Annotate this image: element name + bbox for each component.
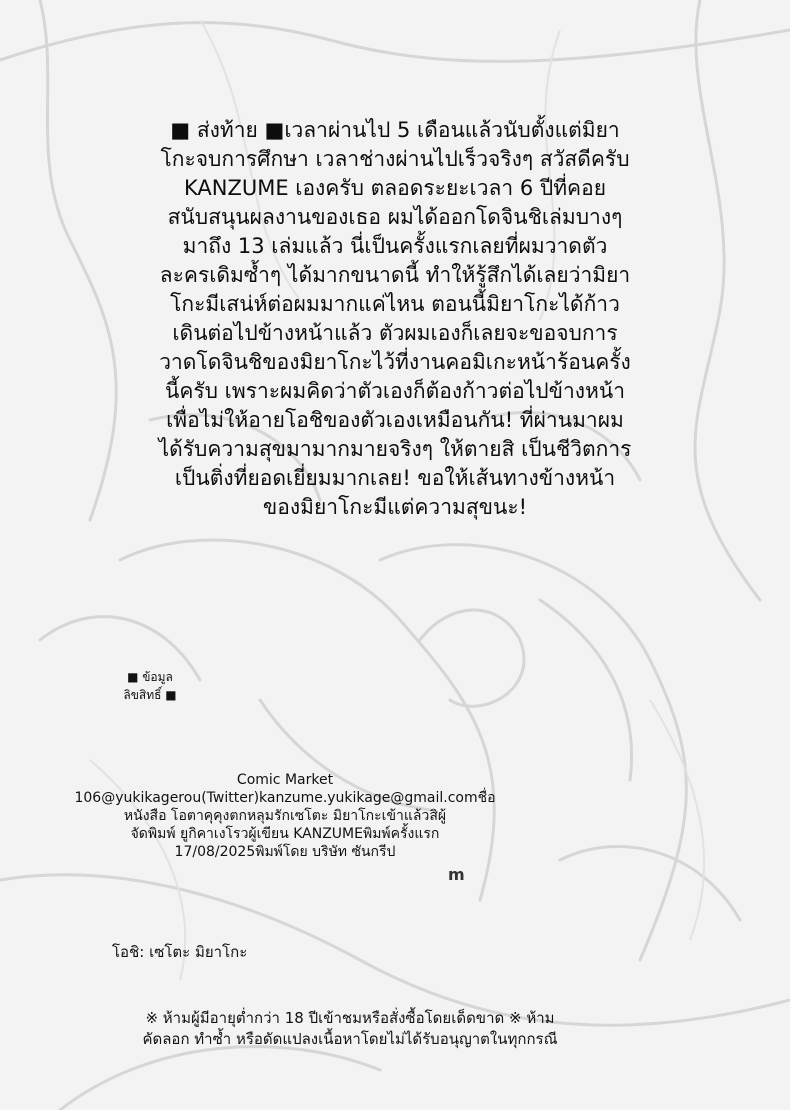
- credits-heading-line: ลิขสิทธิ์ ■: [123, 688, 177, 702]
- afterword-line: เดินต่อไปข้างหน้าแล้ว ตัวผมเองก็เลยจะขอจบการ: [172, 321, 618, 345]
- afterword-line: วาดโดจินชิของมิยาโกะไว้ที่งานคอมิเกะหน้าร้อนครั้ง: [159, 350, 631, 374]
- warning-line: คัดลอก ทำซ้ำ หรือดัดแปลงเนื้อหาโดยไม่ได้รับอนุญาตในทุกกรณี: [142, 1030, 558, 1048]
- age-warning: [100, 1008, 600, 1050]
- afterword-line: มาถึง 13 เล่มแล้ว นี่เป็นครั้งแรกเลยที่ผมวาดตัว: [182, 234, 608, 258]
- afterword-line: KANZUME เองครับ ตลอดระยะเวลา 6 ปีที่คอย: [183, 176, 607, 200]
- colophon-line: 17/08/2025พิมพ์โดย บริษัท ซันกรีป: [174, 844, 396, 860]
- afterword-line: สนับสนุนผลงานของเธอ ผมได้ออกโดจินชิเล่มบางๆ: [167, 205, 623, 229]
- afterword-line: โกะมีเสน่ห์ต่อผมมากแค่ไหน ตอนนี้มิยาโกะได้ก้าว: [170, 292, 620, 316]
- colophon-line: หนังสือ โอตาคุคุงตกหลุมรักเซโตะ มิยาโกะเข้าแล้วสิผู้: [123, 808, 447, 824]
- afterword-line: ได้รับความสุขมามากมายจริงๆ ให้ตายสิ เป็นชีวิตการ: [158, 437, 632, 461]
- afterword-line: ■ ส่งท้าย ■เวลาผ่านไป 5 เดือนแล้วนับตั้งแต่มิยา: [170, 118, 620, 142]
- afterword-line: โกะจบการศึกษา เวลาช่างผ่านไปเร็วจริงๆ สวัสดีครับ: [160, 147, 630, 171]
- credits-heading: [110, 668, 190, 704]
- afterword-line: เป็นติ่งที่ยอดเยี่ยมมากเลย! ขอให้เส้นทางข้างหน้า: [174, 466, 616, 490]
- colophon-line: จัดพิมพ์ ยูกิคาเงโรวผู้เขียน KANZUMEพิมพ์ครั้งแรก: [130, 826, 440, 842]
- credits-heading-line: ■ ข้อมูล: [127, 670, 173, 684]
- stamp-mark: m: [448, 865, 465, 884]
- afterword-line: ละครเดิมซ้ำๆ ได้มากขนาดนี้ ทำให้รู้สึกได้เลยว่ามิยา: [159, 263, 631, 287]
- afterword-line: นี้ครับ เพราะผมคิดว่าตัวเองก็ต้องก้าวต่อไปข้างหน้า: [164, 379, 625, 403]
- colophon-line: 106@yukikagerou(Twitter)kanzume.yukikage@gmail.comชื่อ: [74, 790, 496, 806]
- afterword-line: ของมิยาโกะมีแต่ความสุขนะ!: [262, 495, 528, 519]
- afterword-line: เพื่อไม่ให้อายโอชิของตัวเองเหมือนกัน! ที่ผ่านมาผม: [166, 408, 624, 432]
- warning-line: ※ ห้ามผู้มีอายุต่ำกว่า 18 ปีเข้าชมหรือสั่งซื้อโดยเด็ดขาด ※ ห้าม: [145, 1009, 555, 1027]
- colophon: [50, 771, 520, 861]
- oshi-label: โอชิ: เซโตะ มิยาโกะ: [112, 943, 248, 961]
- colophon-line: Comic Market: [236, 772, 334, 788]
- afterword-text: [95, 116, 695, 522]
